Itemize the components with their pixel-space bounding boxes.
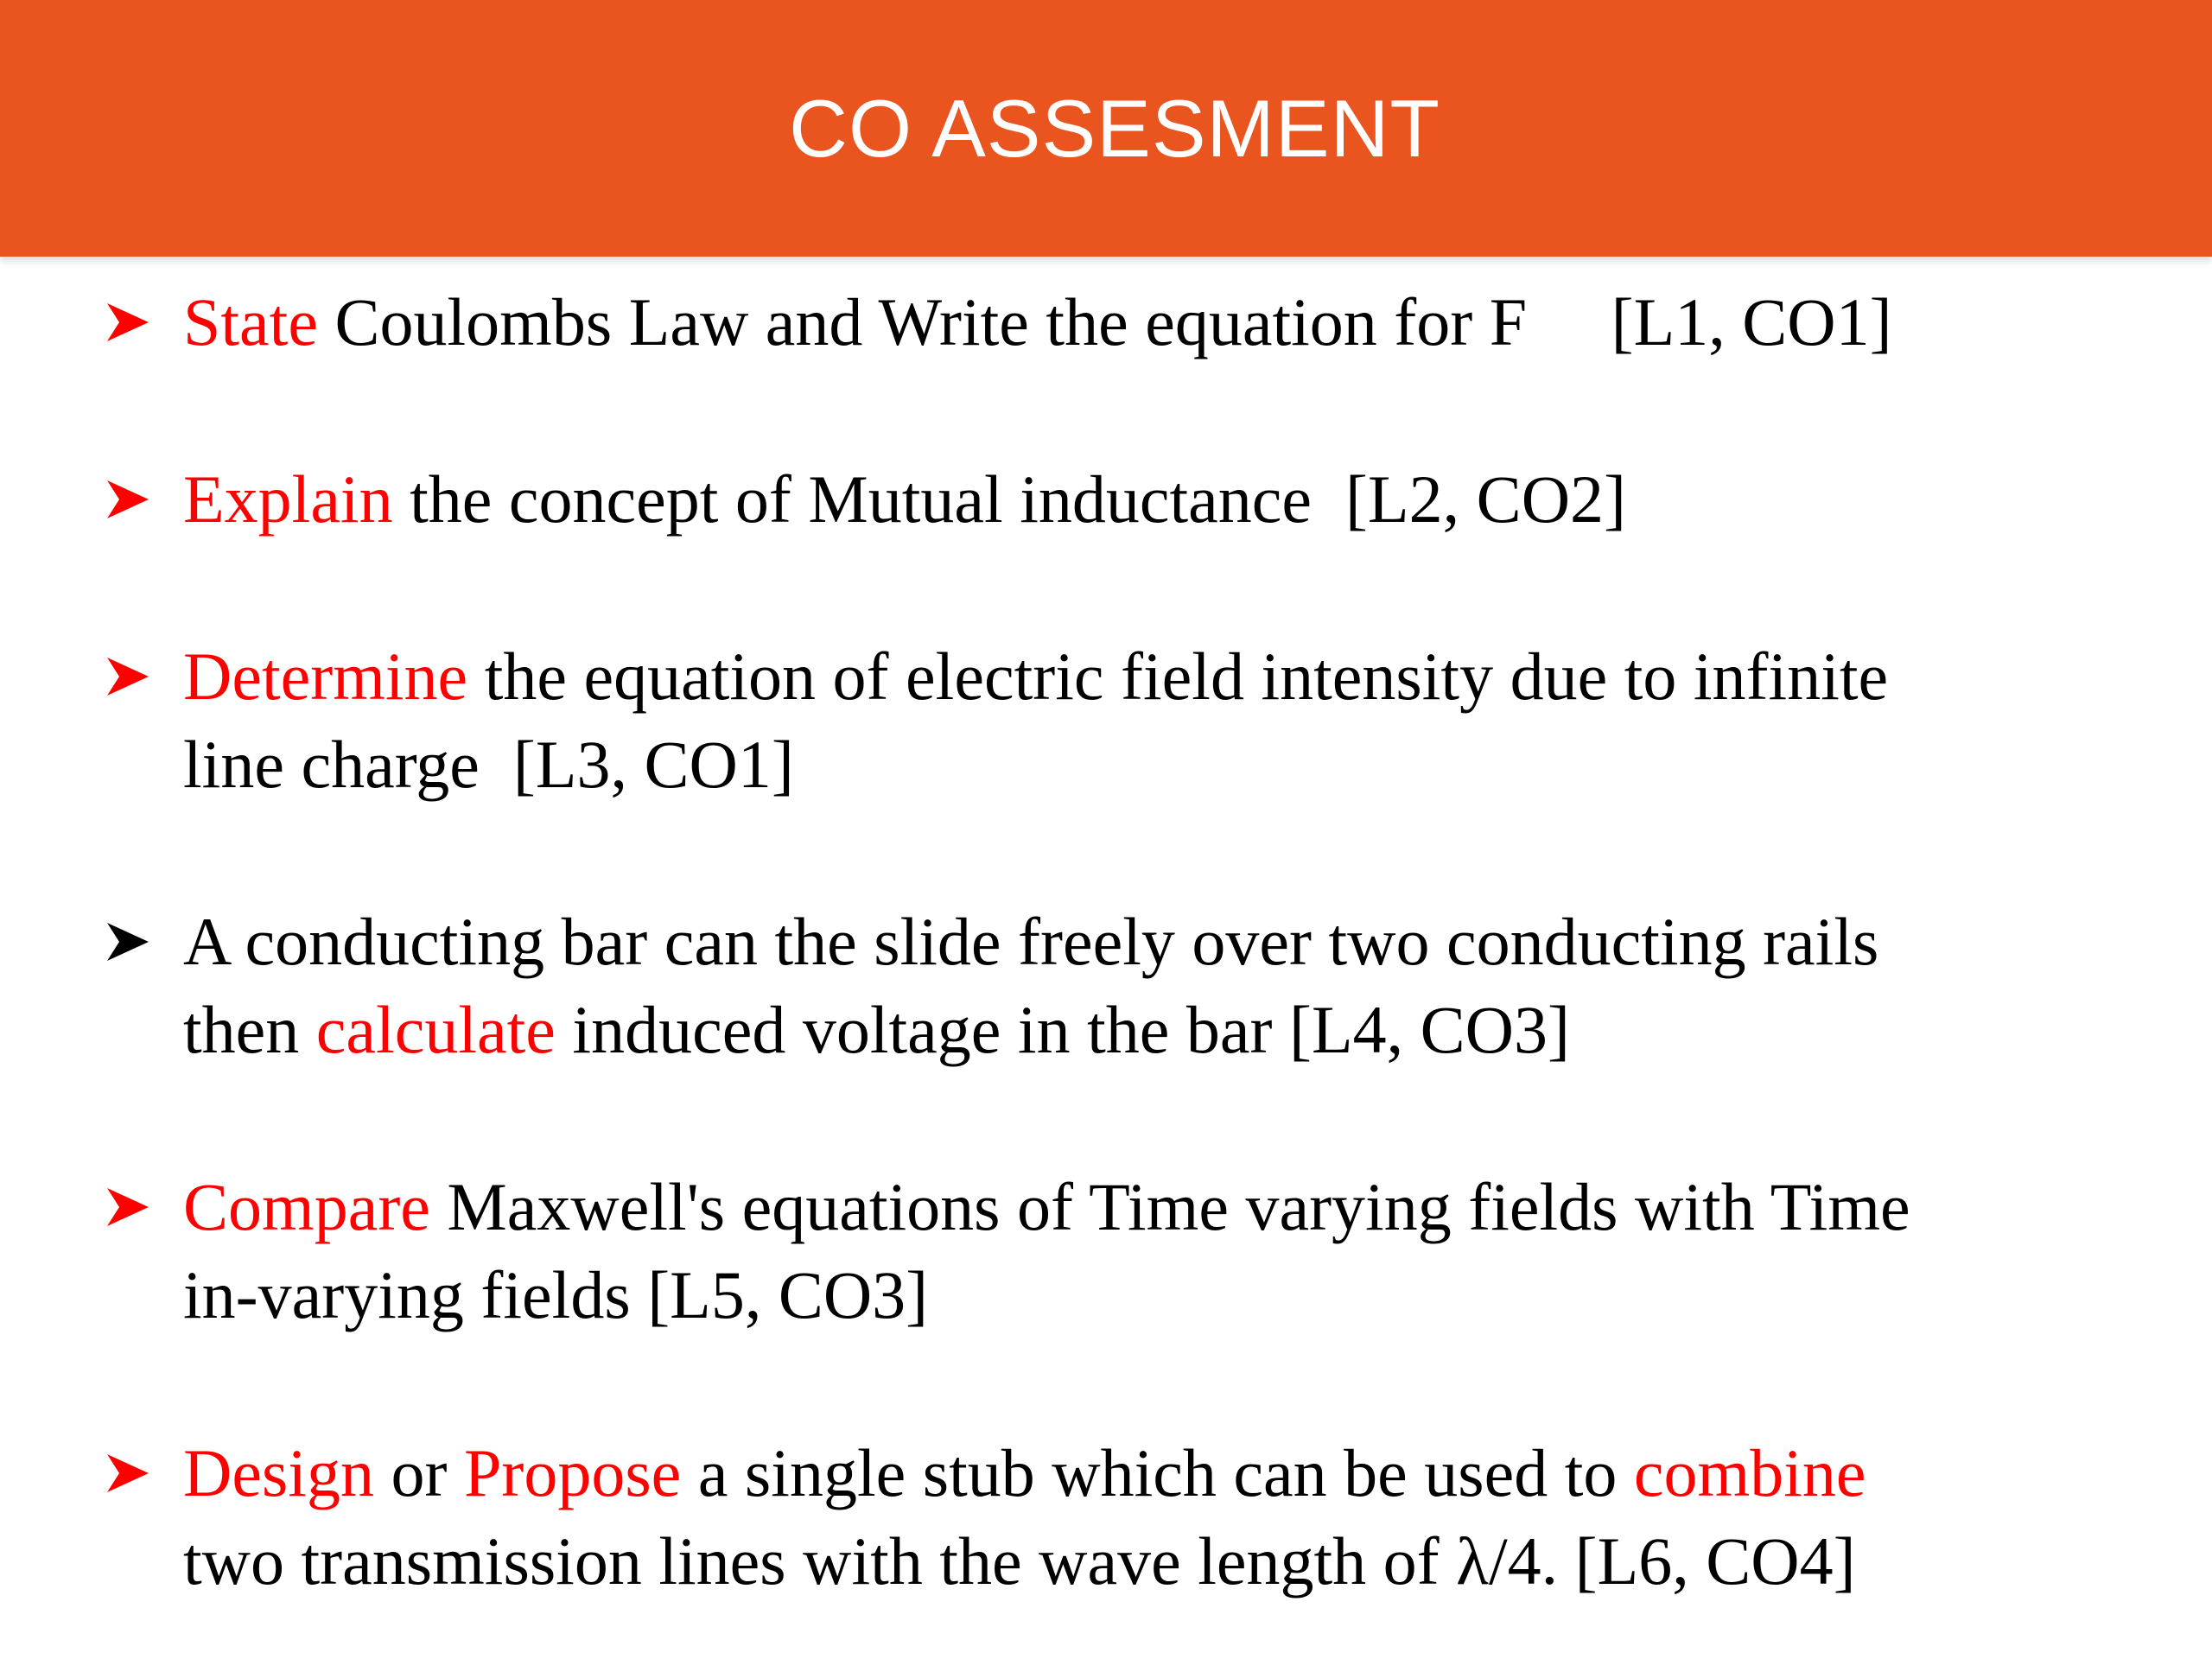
arrow-bullet-icon — [104, 1451, 152, 1496]
slide-title: CO ASSESMENT — [789, 82, 1440, 174]
bullet-line — [183, 1429, 1866, 1517]
action-keyword: Determine — [183, 639, 468, 714]
bullet-line — [183, 986, 1570, 1074]
bullet-line — [183, 898, 1878, 986]
arrow-bullet-icon — [104, 477, 152, 522]
arrow-bullet-icon — [104, 919, 152, 964]
bullet-text: induced voltage in the bar [L4, CO3] — [555, 992, 1570, 1067]
bullet-text: Coulombs Law and Write the equation for F [L1, CO1] — [317, 284, 1892, 359]
arrow-bullet-icon — [104, 300, 152, 345]
bullet-text: the concept of Mutual inductance [L2, CO2] — [392, 461, 1626, 537]
action-keyword: combine — [1633, 1435, 1866, 1510]
action-keyword: Explain — [183, 461, 393, 537]
bullet-text: line charge [L3, CO1] — [183, 727, 794, 802]
bullet-line — [183, 278, 1892, 366]
arrow-bullet-icon — [104, 1185, 152, 1230]
bullet-line — [183, 1517, 1856, 1605]
bullet-line — [183, 632, 1888, 721]
bullet-line — [183, 1251, 928, 1339]
action-keyword: Propose — [463, 1435, 682, 1510]
bullet-text: then — [183, 992, 316, 1067]
bullet-text: A conducting bar can the slide freely over two conducting rails — [183, 904, 1879, 979]
bullet-text: two transmission lines with the wave length of λ/4. [L6, CO4] — [183, 1523, 1856, 1599]
bullet-text: a single stub which can be used to — [681, 1435, 1634, 1510]
action-keyword: State — [183, 284, 318, 359]
bullet-line — [183, 721, 794, 809]
bullet-line — [183, 455, 1626, 543]
action-keyword: Design — [183, 1435, 374, 1510]
bullet-line — [183, 1163, 1910, 1251]
bullet-text: the equation of electric field intensity due to infinite — [467, 639, 1889, 714]
bullet-text: Maxwell's equations of Time varying fields with Time — [429, 1169, 1910, 1244]
action-keyword: Compare — [183, 1169, 430, 1244]
action-keyword: calculate — [315, 992, 556, 1067]
bullet-text: or — [373, 1435, 464, 1510]
arrow-bullet-icon — [104, 654, 152, 699]
bullet-text: in-varying fields [L5, CO3] — [183, 1257, 929, 1332]
